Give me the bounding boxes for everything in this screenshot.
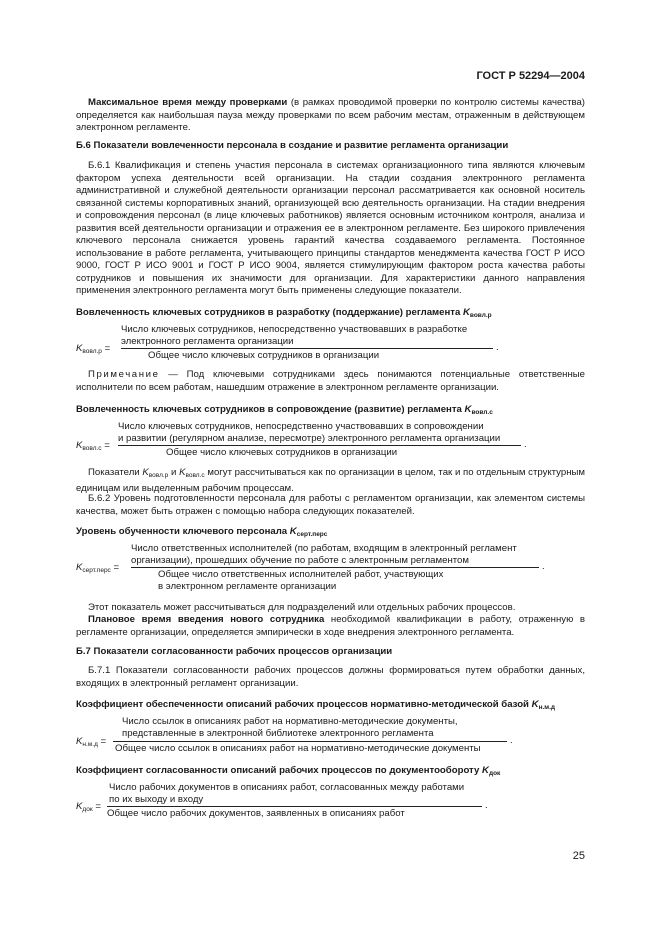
formula-title-text: Вовлеченность ключевых сотрудников в разработку (поддержание) регламента: [76, 307, 463, 318]
formula-symbol: K: [531, 699, 539, 710]
denominator-line-1: Общее число ответственных исполнителей работ, участвующих: [158, 569, 444, 580]
text: Показатели: [88, 467, 143, 478]
section-b7-title: Б.7 Показатели согласованности рабочих процессов организации: [76, 646, 393, 657]
denominator: Общее число ключевых сотрудников в организации: [166, 447, 398, 458]
fraction-bar: [107, 806, 482, 807]
formula-subscript: вовл.р: [82, 348, 102, 355]
formula-title-text: Коэффициент обеспеченности описаний рабочих процессов нормативно-методической базой: [76, 699, 532, 710]
page-number: 25: [572, 850, 585, 862]
paragraph-b6-1: Б.6.1 Квалификация и степень участия персонала в системах организационного типа являются ключевым фактором успеха деятельности всей организации. На стадии создания электронного регламента административной и служебной деятельности организации персонал рассматривается как основной носитель связанной системы корпоративных знаний, организующей всю деятельность организации. На стадии внедрения и сопровождения персонал (в лице ключевых работников) является основным источником контроля, анализа и развития всей деятельности организации и отражения ее в электронном регламенте. Без широкого привлечения ключевого персонала снижается уровень гарантий качества создаваемого регламента. Постоянное использование в работе регламента, учитывающего принципы стандартов менеджмента качества ГОСТ Р ИСО 9000, ГОСТ Р ИСО 9001 и ГОСТ Р ИСО 9004, является стимулирующим фактором роста качества работы сотрудников и повышения их значимости для организации. Для характеристики данного направления применения электронного регламента могут быть применены следующие показатели.: [76, 160, 585, 296]
formula-symbol: K: [76, 440, 83, 451]
formula-lhs: [76, 562, 119, 578]
period: .: [496, 342, 499, 353]
paragraph-b6-2: Б.6.2 Уровень подготовленности персонала для работы с регламентом организации, как элементом системы качества, может быть отражен с помощью набора следующих показателей.: [76, 493, 585, 517]
equals-sign: =: [113, 562, 120, 573]
numerator-line-2: представленные в электронной библиотеке электронного регламента: [122, 728, 434, 739]
formula-3-title: [76, 526, 585, 542]
term-max-interval: Максимальное время между проверками: [88, 97, 288, 108]
fraction-bar: [118, 445, 521, 446]
formula-subscript: н.м.д: [82, 741, 98, 748]
formula-symbol: K: [76, 736, 83, 747]
fraction-bar: [131, 567, 539, 568]
term-plan-time: Плановое время введения нового сотрудника: [88, 614, 325, 625]
formula-title-text: Вовлеченность ключевых сотрудников в сопровождение (развитие) регламента: [76, 404, 465, 415]
formula-subscript: серт.перс: [296, 531, 328, 538]
formula-lhs: [76, 736, 106, 752]
formula-subscript: серт.перс: [82, 567, 111, 574]
formula-subscript: вовл.р: [148, 472, 169, 479]
note: [76, 369, 585, 394]
formula-subscript: н.м.д: [538, 704, 556, 711]
denominator: Общее число ключевых сотрудников в организации: [148, 350, 380, 361]
formula-symbol: K: [76, 801, 83, 812]
equals-sign: =: [95, 801, 101, 812]
formula-symbol: K: [76, 562, 83, 573]
numerator-line-2: по их выходу и входу: [109, 794, 204, 805]
formula-title-text: Уровень обученности ключевого персонала: [76, 526, 290, 537]
numerator-line-1: Число ключевых сотрудников, непосредственно участвовавших в сопровождении: [118, 421, 484, 432]
formula-subscript: вовл.с: [185, 472, 205, 479]
formula-5-title: [76, 765, 585, 781]
paragraph-calc: Этот показатель может рассчитываться для подразделений или отдельных рабочих процессов.: [88, 602, 516, 613]
section-b6-title: Б.6 Показатели вовлеченности персонала в создание и развитие регламента организации: [76, 140, 509, 151]
equals-sign: =: [100, 736, 107, 747]
period: .: [542, 561, 545, 572]
note-text: — Под ключевыми сотрудниками здесь понимаются потенциальные ответственные исполнители по всем работам, нашедшим отражение в электронном регламенте организации.: [76, 369, 585, 393]
formula-subscript: док: [488, 770, 501, 777]
formula-subscript: док: [82, 806, 93, 813]
formula-4-title: [76, 699, 585, 715]
formula-subscript: вовл.с: [471, 409, 493, 416]
paragraph-max-interval: [76, 97, 585, 135]
document-header: ГОСТ Р 52294—2004: [476, 70, 585, 82]
formula-lhs: [76, 440, 110, 456]
formula-symbol: K: [289, 526, 297, 537]
numerator-line-1: Число рабочих документов в описаниях работ, согласованных между работами: [109, 782, 465, 793]
formula-symbol: K: [179, 467, 186, 478]
formula-subscript: вовл.с: [82, 445, 102, 452]
formula-symbol: K: [464, 404, 472, 415]
paragraph-both-indicators: [76, 467, 585, 495]
numerator-line-2: организации), прошедших обучение по работе с электронным регламентом: [131, 555, 469, 566]
formula-subscript: вовл.р: [469, 312, 492, 319]
period: .: [510, 735, 513, 746]
fraction-bar: [113, 741, 507, 742]
formula-lhs: [76, 343, 110, 359]
formula-symbol: K: [142, 467, 149, 478]
numerator-line-2: и развитии (регулярном анализе, пересмотре) электронного регламента организации: [118, 433, 501, 444]
formula-title-text: Коэффициент согласованности описаний рабочих процессов по документообороту: [76, 765, 483, 776]
numerator-line-2: электронного регламента организации: [121, 336, 294, 347]
text: и: [168, 467, 180, 478]
denominator-line-2: в электронном регламенте организации: [158, 581, 337, 592]
paragraph-b7-1: Б.7.1 Показатели согласованности рабочих процессов должны формироваться путем обработки данных, входящих в электронный регламент организации.: [76, 665, 585, 689]
paragraph-text: необходимой квалификации в работу, отраженную в регламенте организации, определяется эмпирически в ходе внедрения электронного регламента.: [76, 614, 585, 638]
formula-symbol: K: [482, 765, 489, 776]
formula-symbol: K: [462, 307, 470, 318]
formula-1-title: [76, 307, 585, 323]
fraction-bar: [121, 348, 493, 349]
formula-symbol: K: [76, 343, 83, 354]
paragraph-plan-time: [76, 614, 585, 639]
numerator-line-1: Число ссылок в описаниях работ на нормативно-методические документы,: [122, 716, 458, 727]
equals-sign: =: [104, 343, 111, 354]
numerator-line-1: Число ответственных исполнителей (по работам, входящим в электронный регламент: [131, 543, 517, 554]
period: .: [524, 439, 527, 450]
note-label: Примечание: [88, 369, 160, 380]
paragraph-text: (в рамках проводимой проверки по контролю системы качества) определяется как наибольшая пауза между проверками по всем рабочим местам, отраженным в действующем электронном регламенте.: [76, 97, 585, 133]
numerator-line-1: Число ключевых сотрудников, непосредственно участвовавших в разработке: [121, 324, 468, 335]
period: .: [485, 800, 488, 811]
equals-sign: =: [104, 440, 110, 451]
denominator: Общее число рабочих документов, заявленных в описаниях работ: [107, 808, 405, 819]
formula-2-title: [76, 404, 585, 420]
formula-lhs: [76, 801, 101, 817]
text: могут рассчитываться как по организации в целом, так и по отдельным структурным единицам или выделенным рабочим процессам.: [76, 467, 585, 494]
denominator: Общее число ссылок в описаниях работ на нормативно-методические документы: [115, 743, 481, 754]
